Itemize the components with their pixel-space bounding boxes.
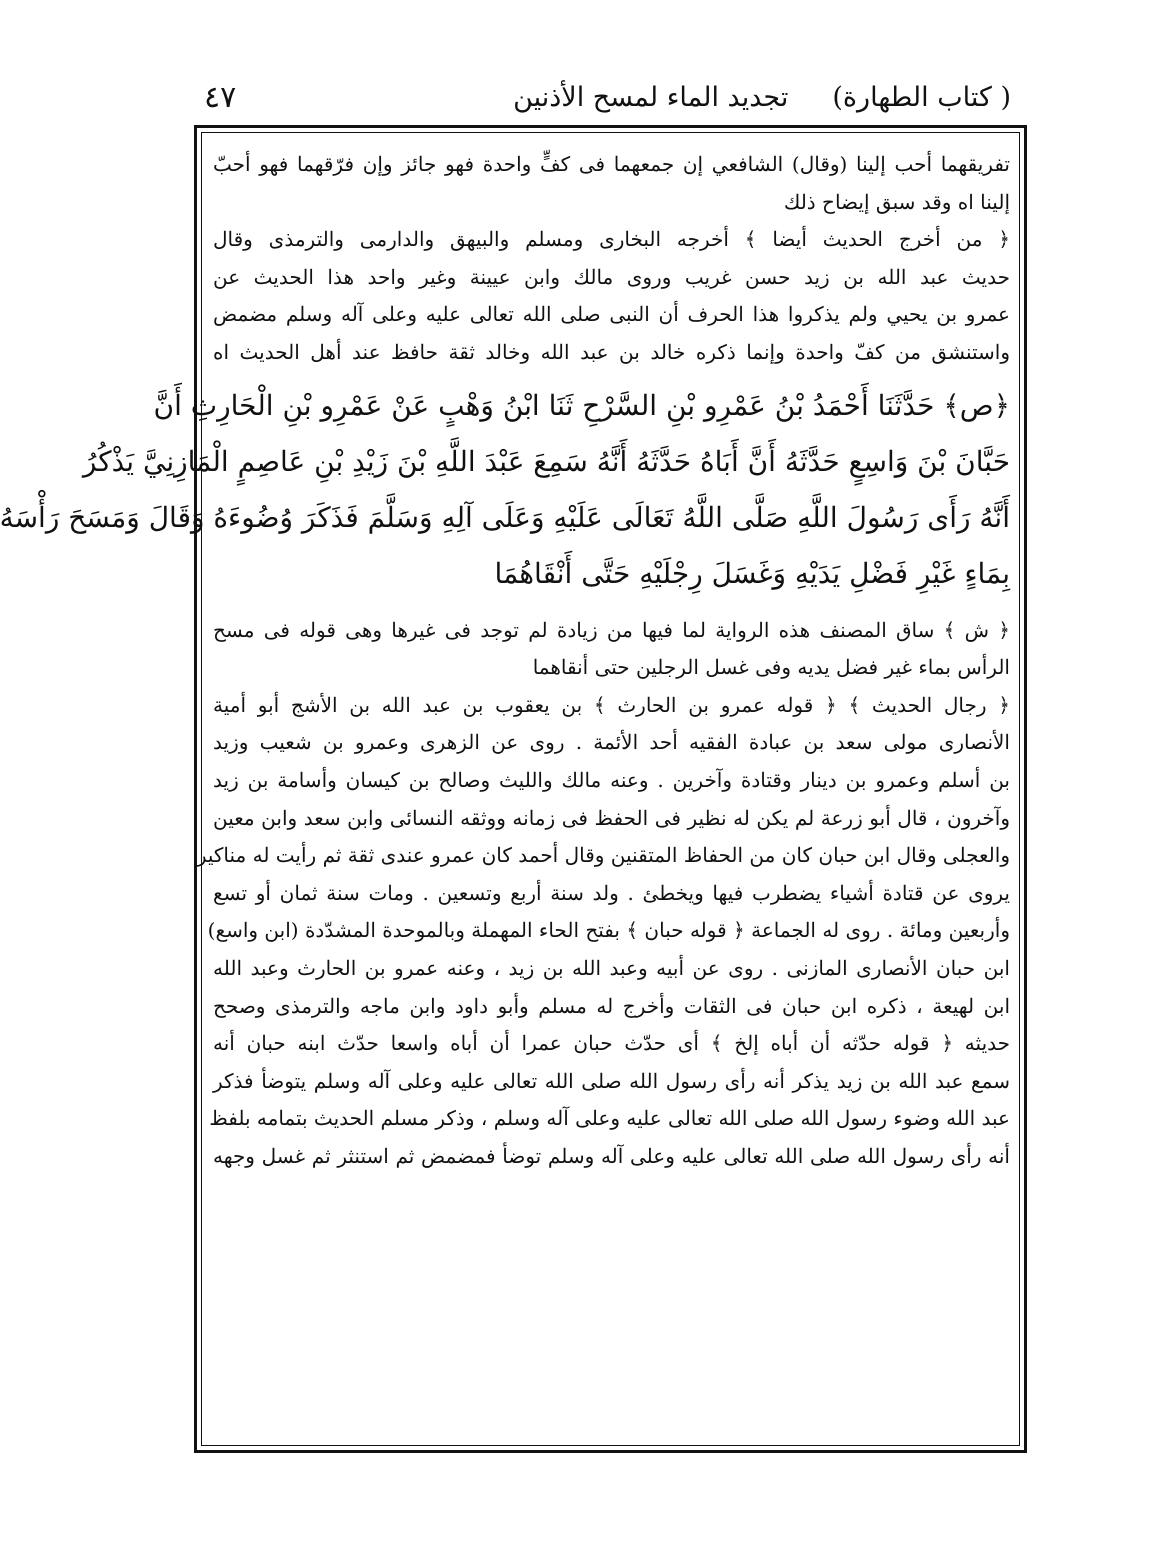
hadith-line: أَنَّهُ رَأَى رَسُولَ اللَّهِ صَلَّى اللَّهُ تَعَالَى عَلَيْهِ وَعَلَى آلِهِ وَسَلَّمَ فَذَكَرَ وُضُوءَهُ وَقَالَ وَمَسَحَ رَأْسَهُ [0, 500, 1010, 534]
page-content [0, 146, 1010, 1440]
text-line: يروى عن قتادة أشياء يضطرب فيها ويخطئ . ولد سنة أربع وتسعين . ومات سنة ثمان أو تسع [213, 880, 1010, 905]
text-line: بن أسلم وعمرو بن دينار وقتادة وآخرين . وعنه مالك والليث وصالح بن كيسان وأسامة بن زيد [213, 767, 1010, 792]
text-line: الأنصارى مولى سعد بن عبادة الفقيه أحد الأئمة . روى عن الزهرى وعمرو بن شعيب وزيد [213, 730, 1010, 755]
page-number: ٤٧ [204, 79, 237, 115]
text-line: إلينا اه وقد سبق إيضاح ذلك [783, 189, 1010, 214]
text-line: وآخرون ، قال أبو زرعة لم يكن له نظير فى الحفظ فى زمانه ووثقه النسائى وابن سعد وابن معين [213, 805, 1010, 830]
commentary-paragraph-3 [213, 612, 1010, 687]
text-line: والعجلى وقال ابن حبان كان من الحفاظ المتقنين وقال أحمد كان عمرو عندى ثقة ثم رأيت له مناكير [196, 843, 1010, 868]
hadith-line: حَبَّانَ بْنَ وَاسِعٍ حَدَّثَهُ أَنَّ أَبَاهُ حَدَّثَهُ أَنَّهُ سَمِعَ عَبْدَ اللَّهِ بْنَ زَيْدِ بْنِ عَاصِمٍ الْمَازِنِيَّ يَذْكُرُ [82, 444, 1010, 478]
text-line: حديثه ﴿ قوله حدّثه أن أباه إلخ ﴾ أى حدّث حبان عمرا أن أباه واسعا حدّث ابنه حبان أنه [213, 1031, 1010, 1056]
commentary-paragraph-2 [213, 221, 1010, 371]
text-line: ابن حبان الأنصارى المازنى . روى عن أبيه وعبد الله بن زيد ، وعنه عمرو بن الحارث وعبد الله [213, 955, 1010, 980]
text-line: ﴿ ش ﴾ ساق المصنف هذه الرواية لما فيها من زيادة لم توجد فى غيرها وهى قوله فى مسح [213, 617, 1010, 642]
text-line: سمع عبد الله بن زيد يذكر أنه رأى رسول الله صلى الله تعالى عليه وعلى آله وسلم يتوضأ فذكر [213, 1068, 1010, 1093]
text-line: حديث عبد الله بن زيد حسن غريب وروى مالك وابن عيينة وغير واحد هذا الحديث عن [213, 264, 1010, 289]
text-line: عبد الله وضوء رسول الله صلى الله تعالى عليه وعلى آله وسلم ، وذكر مسلم الحديث بتمامه بلفظ [209, 1106, 1010, 1131]
text-line: ﴿ من أخرج الحديث أيضا ﴾ أخرجه البخارى ومسلم والبيهق والدارمى والترمذى وقال [213, 227, 1010, 252]
text-line: عمرو بن يحيي ولم يذكروا هذا الحرف أن النبى صلى الله تعالى عليه وعلى آله وسلم مضمض [213, 302, 1010, 327]
hadith-line: بِمَاءٍ غَيْرِ فَضْلِ يَدَيْهِ وَغَسَلَ رِجْلَيْهِ حَتَّى أَنْقَاهُمَا [494, 556, 1010, 590]
book-title: ( كتاب الطهارة) [832, 81, 1011, 113]
text-line: الرأس بماء غير فضل يديه وفى غسل الرجلين حتى أنقاهما [532, 655, 1010, 680]
text-line: أنه رأى رسول الله صلى الله تعالى عليه وعلى آله وسلم توضأ فمضمض ثم استنثر ثم غسل وجهه [213, 1143, 1010, 1168]
running-title [513, 82, 1011, 113]
text-line: تفريقهما أحب إلينا (وقال) الشافعي إن جمعهما فى كفٍّ واحدة فهو جائز وإن فرّقهما فهو أحبّ [213, 152, 1010, 176]
text-line: وأربعين ومائة . روى له الجماعة ﴿ قوله حبان ﴾ بفتح الحاء المهملة وبالموحدة المشدّدة (ابن واسع) [207, 918, 1010, 943]
text-frame [0, 125, 1027, 1453]
text-line: ابن لهيعة ، ذكره ابن حبان فى الثقات وأخرج له مسلم وأبو داود وابن ماجه والترمذى وصحح [213, 993, 1010, 1018]
hadith-line: ﴿ص﴾ حَدَّثَنَا أَحْمَدُ بْنُ عَمْرِو بْنِ السَّرْحِ ثَنَا ابْنُ وَهْبٍ عَنْ عَمْرِو بْنِ الْحَارِثِ أَنَّ [153, 388, 1010, 422]
page-header [204, 72, 1011, 122]
commentary-paragraph-4 [196, 687, 1010, 1176]
hadith-text [0, 378, 1010, 602]
chapter-title: تجديد الماء لمسح الأذنين [513, 81, 789, 113]
text-line: ﴿ رجال الحديث ﴾ ﴿ قوله عمرو بن الحارث ﴾ بن يعقوب بن عبد الله بن الأشج أبو أمية [213, 692, 1010, 717]
commentary-paragraph-1 [213, 146, 1010, 221]
text-line: واستنشق من كفّ واحدة وإنما ذكره خالد بن عبد الله وخالد ثقة حافظ عند أهل الحديث اه [213, 339, 1010, 364]
